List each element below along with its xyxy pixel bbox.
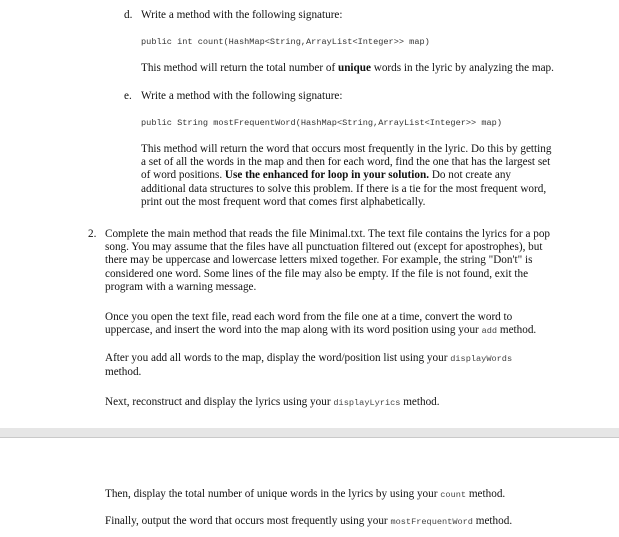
item-d-label: d. <box>124 9 133 21</box>
displaylyrics-method-code: displayLyrics <box>333 398 401 408</box>
item-e-line-2: a set of all the words in the map and then for each word, find the one that has the largest set <box>141 156 551 169</box>
item-e-line-1: This method will return the word that occurs most frequently in the lyric. Do this by getting <box>141 143 552 155</box>
para1-line-1: Complete the main method that reads the file Minimal.txt. The text file contains the lyrics for a pop <box>105 228 551 240</box>
page-separator <box>0 428 619 438</box>
para1-line-2: song. You may assume that the files have all punctuation filtered out (except for apostrophes), but <box>105 241 543 254</box>
item-e-line-5: print out the most frequent word that comes first alphabetically. <box>141 195 426 208</box>
para3-line-2: method. <box>105 366 142 379</box>
item-2-paragraph-3 <box>105 352 512 379</box>
item-e-signature: public String mostFrequentWord(HashMap<String,ArrayList<Integer>> map) <box>141 118 502 128</box>
item-2-paragraph-6: Finally, output the word that occurs most frequently using your mostFrequentWord method. <box>105 515 513 527</box>
item-e-line-4: additional data structures to solve this problem. If there is a tie for the most frequent word, <box>141 182 547 195</box>
para1-line-5: program with a warning message. <box>105 280 257 293</box>
item-2-paragraph-4: Next, reconstruct and display the lyrics using your displayLyrics method. <box>105 396 440 408</box>
displaywords-method-code: displayWords <box>450 354 513 364</box>
para3-line-1: After you add all words to the map, display the word/position list using your displayWords <box>105 352 513 364</box>
para2-line-2: uppercase, and insert the word into the map along with its word position using your add method. <box>105 324 537 337</box>
item-d-signature: public int count(HashMap<String,ArrayList<Integer>> map) <box>141 37 430 47</box>
item-d-heading: Write a method with the following signature: <box>141 9 343 21</box>
item-e-description <box>141 143 551 209</box>
para2-line-1: Once you open the text file, read each word from the file one at a time, convert the word to <box>105 311 513 323</box>
count-method-code: count <box>440 490 467 500</box>
item-e-heading: Write a method with the following signature: <box>141 90 343 102</box>
item-e-label: e. <box>124 90 132 102</box>
add-method-code: add <box>481 326 498 337</box>
para1-line-3: there may be uppercase and lowercase letters mixed together. For example, the string "Don't" is <box>105 254 533 267</box>
item-2-label: 2. <box>88 228 97 240</box>
para1-line-4: considered one word. Some lines of the file may also be empty. If the file is not found, exit the <box>105 267 529 280</box>
item-2-paragraph-5: Then, display the total number of unique words in the lyrics by using your count method. <box>105 488 506 500</box>
item-e-line-3: of word positions. Use the enhanced for loop in your solution. Do not create any <box>141 169 512 182</box>
item-2-paragraph-2 <box>105 311 536 338</box>
enhanced-for-note: Use the enhanced for loop in your solution. <box>224 169 430 182</box>
document-page-2 <box>0 438 619 537</box>
item-2-paragraph-1 <box>105 228 550 294</box>
item-d-description: This method will return the total number of unique words in the lyric by analyzing the map. <box>141 62 554 74</box>
mostfrequentword-method-code: mostFrequentWord <box>390 517 473 527</box>
